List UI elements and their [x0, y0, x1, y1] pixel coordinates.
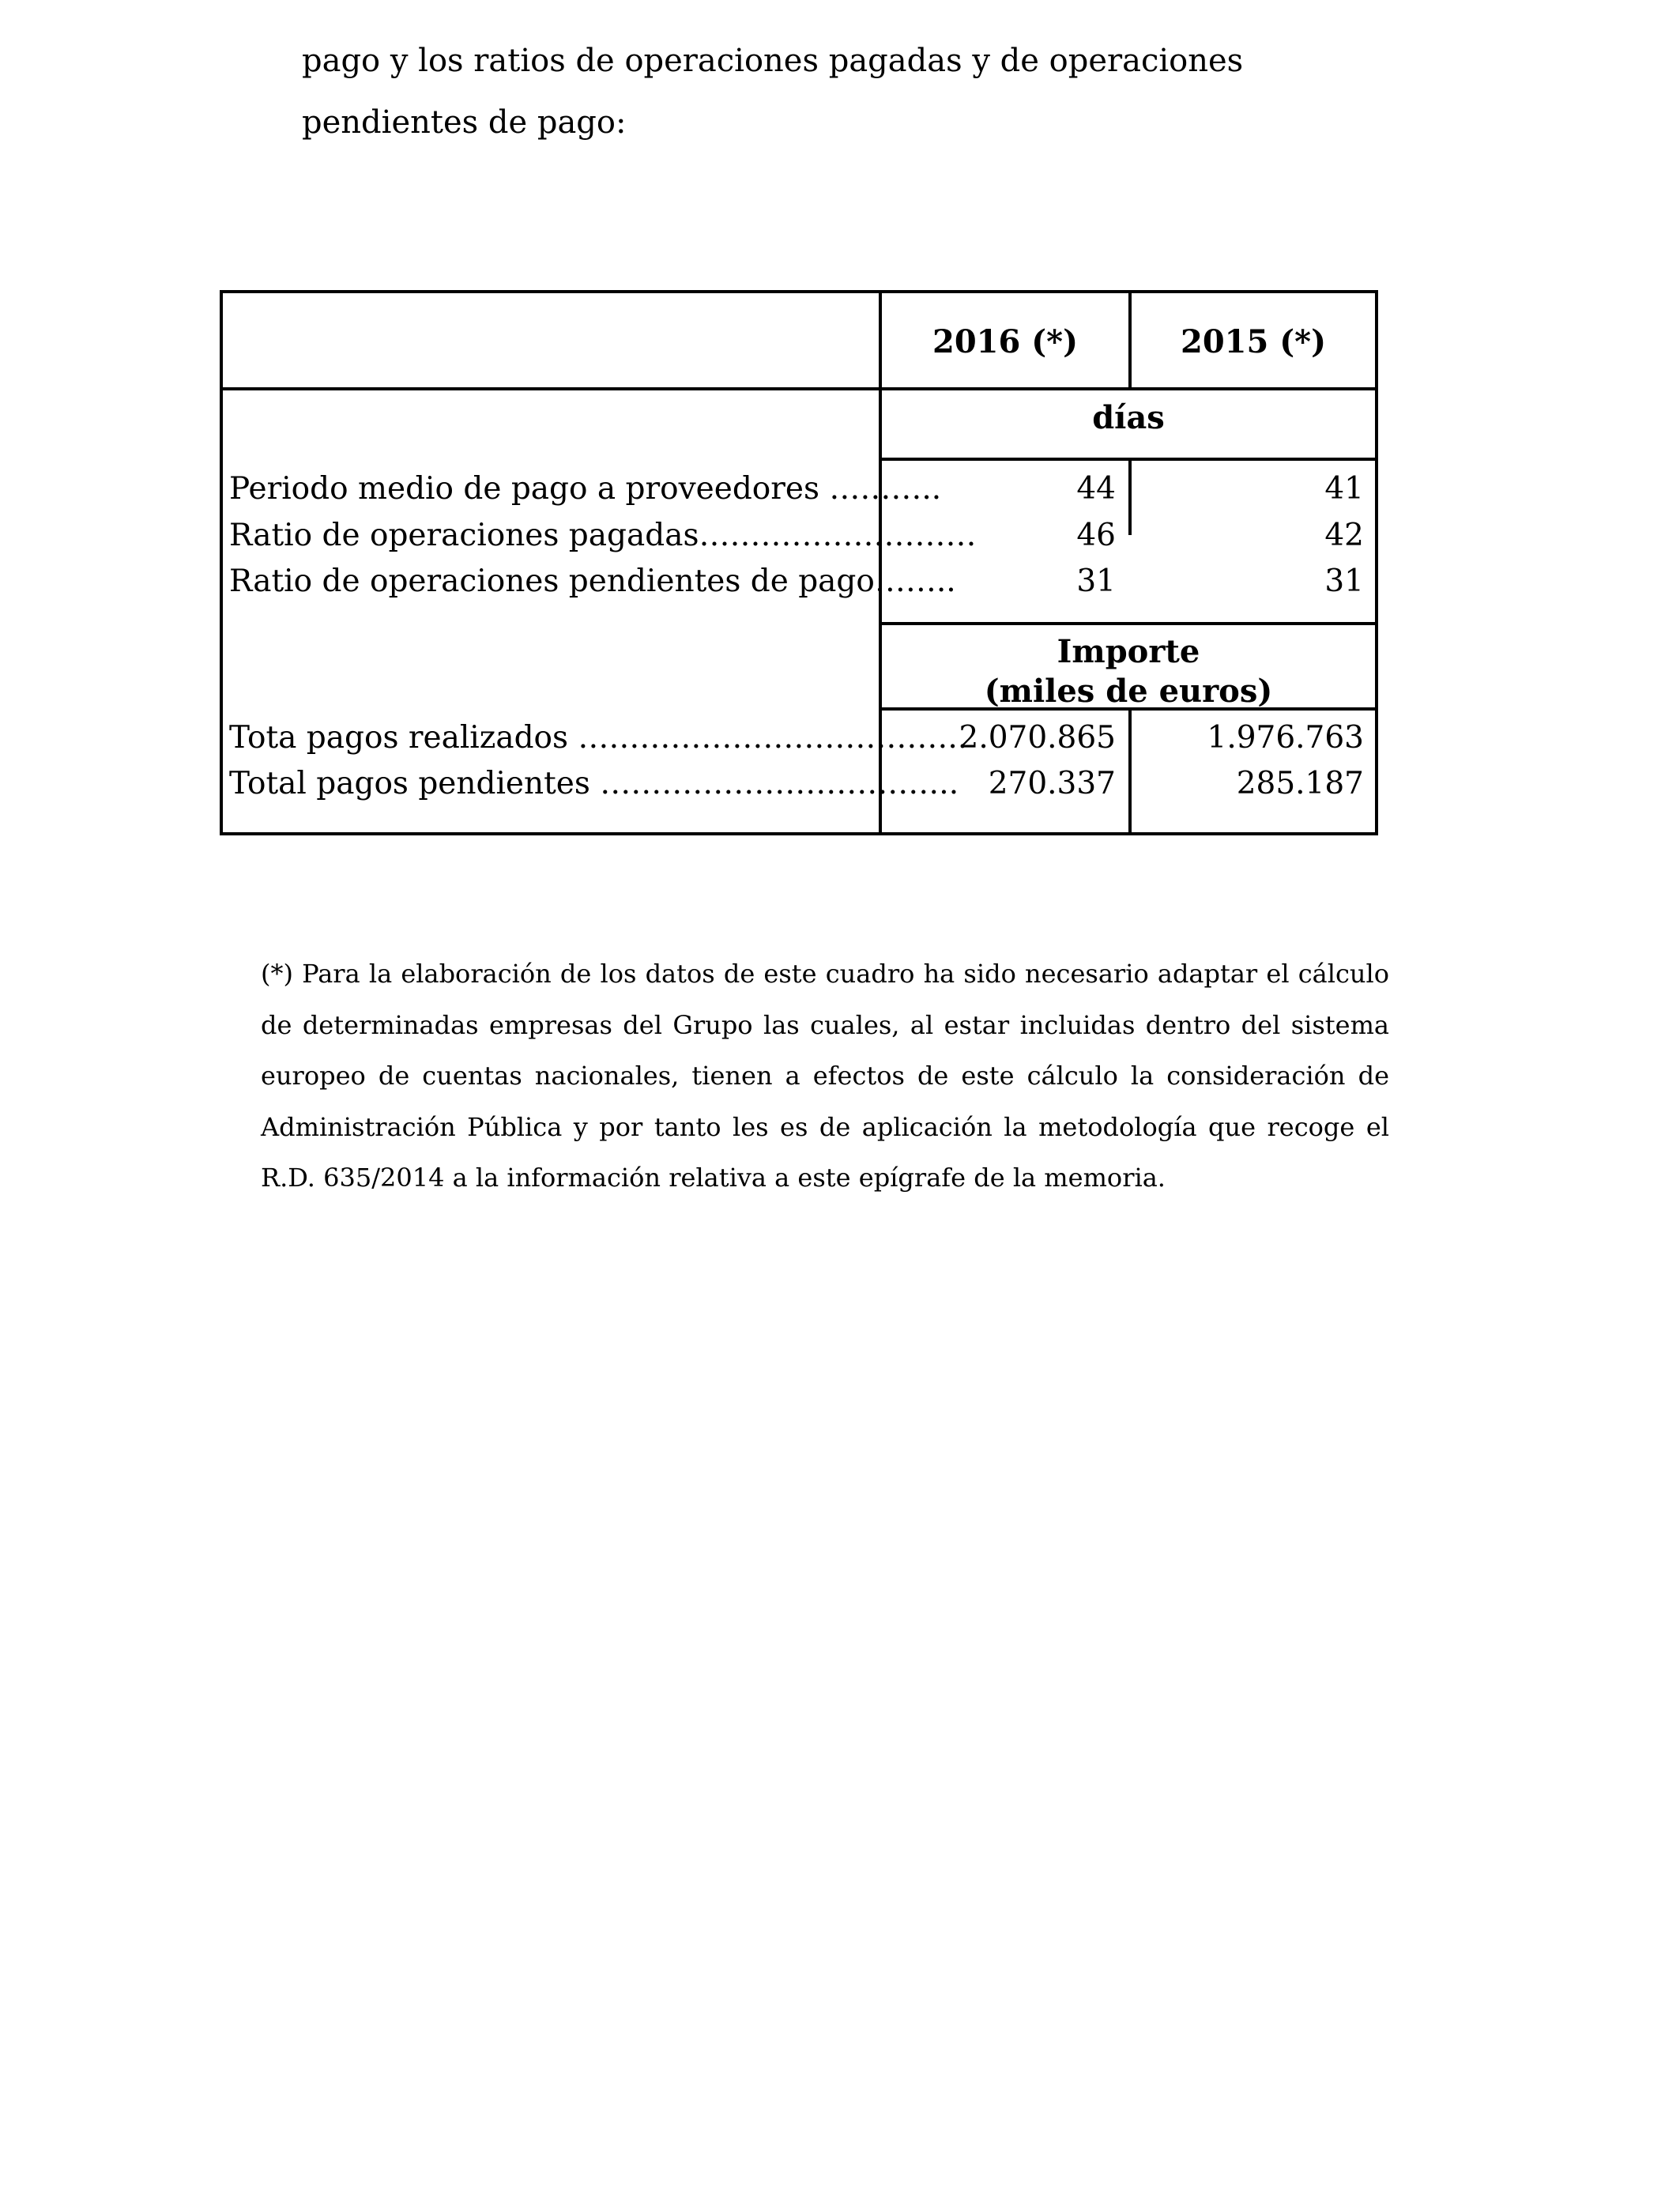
row-value-2015: 1.976.763 [1207, 720, 1364, 756]
amount-unit-header-line2: (miles de euros) [984, 673, 1273, 710]
payment-periods-table [220, 290, 1378, 835]
intro-paragraph: pago y los ratios de operaciones pagadas y de operaciones pendientes de pago: [302, 43, 1244, 141]
row-value-2016: 2.070.865 [959, 720, 1116, 756]
row-value-2015: 285.187 [1236, 766, 1364, 801]
footnote: (*) Para la elaboración de los datos de este cuadro ha sido necesario adaptar el cálculo de determinadas empresas del Grupo las cuales, al estar incluidas dentro del sistema europeo de cuentas nacionales, tienen a efectos de este cálculo la consideración de Administración Pública y por tanto les es de aplicación la metodología que recoge el R.D. 635/2014 a la información relativa a este epígrafe de la memoria. [261, 959, 1389, 1193]
row-value-2016: 270.337 [988, 766, 1116, 801]
column-header-2016: 2016 (*) [932, 323, 1079, 360]
row-value-2015: 41 [1324, 471, 1364, 507]
row-label-ratio-pagadas: Ratio de operaciones pagadas……………………… [229, 518, 977, 553]
header-rule [223, 387, 1375, 390]
row-value-2016: 46 [1076, 518, 1116, 553]
days-header-rule [879, 458, 1375, 461]
row-value-2016: 31 [1076, 564, 1116, 599]
row-label-ratio-pendientes: Ratio de operaciones pendientes de pago…….. [229, 564, 956, 599]
days-section-rule [879, 622, 1375, 625]
row-label-total-realizados: Tota pagos realizados ……………………………….. [229, 720, 968, 756]
row-label-periodo-medio: Periodo medio de pago a proveedores ……….. [229, 471, 942, 507]
amount-unit-header-line1: Importe [1057, 633, 1200, 670]
column-header-2015: 2015 (*) [1180, 323, 1327, 360]
days-unit-header: días [1092, 399, 1165, 436]
row-value-2015: 31 [1324, 564, 1364, 599]
row-value-2015: 42 [1324, 518, 1364, 553]
row-label-total-pendientes: Total pagos pendientes …………………………….. [229, 766, 959, 801]
row-value-2016: 44 [1076, 471, 1116, 507]
